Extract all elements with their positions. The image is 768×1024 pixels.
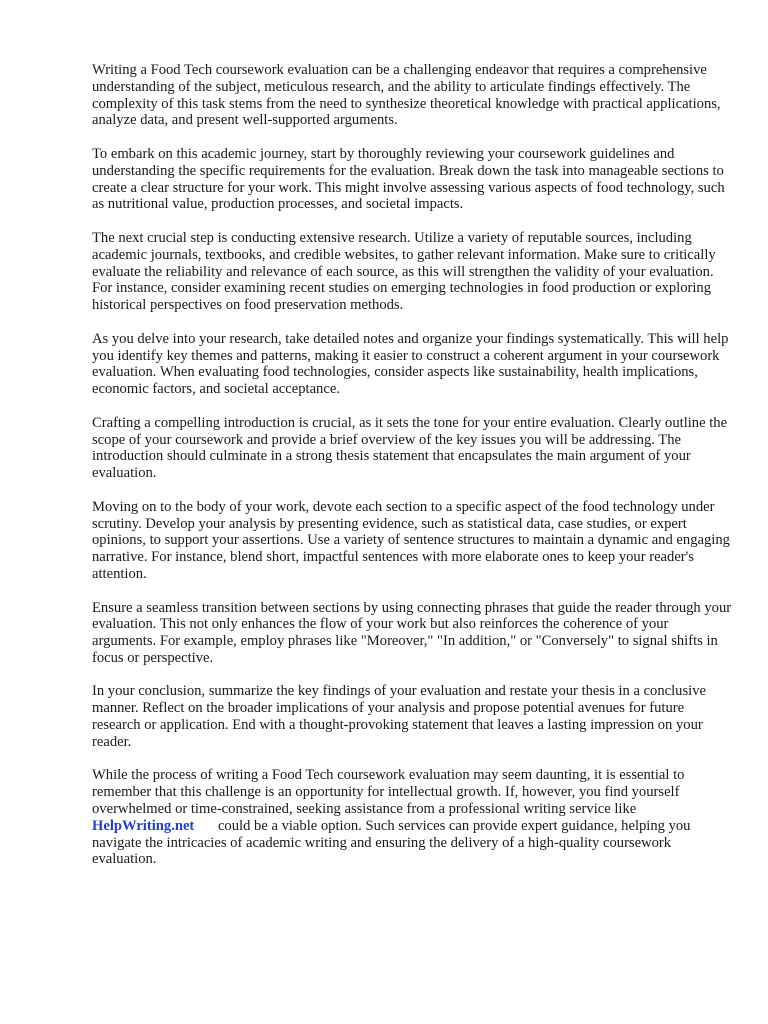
paragraph-5: Crafting a compelling introduction is crucial, as it sets the tone for your entire evaluation. Clearly outline the scope of your coursework and provide a brief overview of the key issues you will be addressing. The introduction should culminate in a strong thesis statement that encapsulates the main argument of your evaluation. (92, 414, 728, 482)
document-body (92, 62, 732, 885)
helpwriting-link[interactable]: HelpWriting.net (92, 817, 195, 834)
paragraph-3: The next crucial step is conducting extensive research. Utilize a variety of reputable sources, including academic journals, textbooks, and credible websites, to gather relevant information. Make sure to critically evaluate the reliability and relevance of each source, as this will strengthen the validity of your evaluation. For instance, consider examining recent studies on emerging technologies in food production or exploring historical perspectives on food preservation methods. (92, 229, 716, 314)
paragraph-2: To embark on this academic journey, start by thoroughly reviewing your coursework guidelines and understanding the specific requirements for the evaluation. Break down the task into manageable sections to create a clear structure for your work. This might involve assessing various aspects of food technology, such as nutritional value, production processes, and societal impacts. (92, 145, 725, 213)
paragraph-1: Writing a Food Tech coursework evaluation can be a challenging endeavor that requires a comprehensive understanding of the subject, meticulous research, and the ability to articulate findings effectively. The complexity of this task stems from the need to synthesize theoretical knowledge with practical applications, analyze data, and present well-supported arguments. (92, 62, 721, 129)
paragraph-8: In your conclusion, summarize the key findings of your evaluation and restate your thesis in a conclusive manner. Reflect on the broader implications of your analysis and propose potential avenues for future research or application. End with a thought-provoking statement that leaves a lasting impression on your reader. (92, 683, 706, 750)
paragraph-4: As you delve into your research, take detailed notes and organize your findings systematically. This will help you identify key themes and patterns, making it easier to construct a coherent argument in your coursework evaluation. When evaluating food technologies, consider aspects like sustainability, health implications, economic factors, and societal acceptance. (92, 330, 729, 398)
paragraph-6: Moving on to the body of your work, devote each section to a specific aspect of the food technology under scrutiny. Develop your analysis by presenting evidence, such as statistical data, case studies, or expert opinions, to support your assertions. Use a variety of sentence structures to maintain a dynamic and engaging narrative. For instance, blend short, impactful sentences with more elaborate ones to keep your reader's attention. (92, 498, 730, 582)
paragraph-9-text-before-link: While the process of writing a Food Tech coursework evaluation may seem daunting, it is essential to remember that this challenge is an opportunity for intellectual growth. If, however, you find yourself overwhelmed or time-constrained, seeking assistance from a professional writing service like (92, 767, 685, 818)
paragraph-9 (92, 767, 732, 868)
paragraph-9-text-after-link: could be a viable option. Such services can provide expert guidance, helping you navigate the intricacies of academic writing and ensuring the delivery of a high-quality coursework evaluation. (92, 817, 691, 868)
paragraph-7: Ensure a seamless transition between sections by using connecting phrases that guide the reader through your evaluation. This not only enhances the flow of your work but also reinforces the coherence of your arguments. For example, employ phrases like "Moreover," "In addition," or "Conversely" to signal shifts in focus or perspective. (92, 599, 732, 666)
